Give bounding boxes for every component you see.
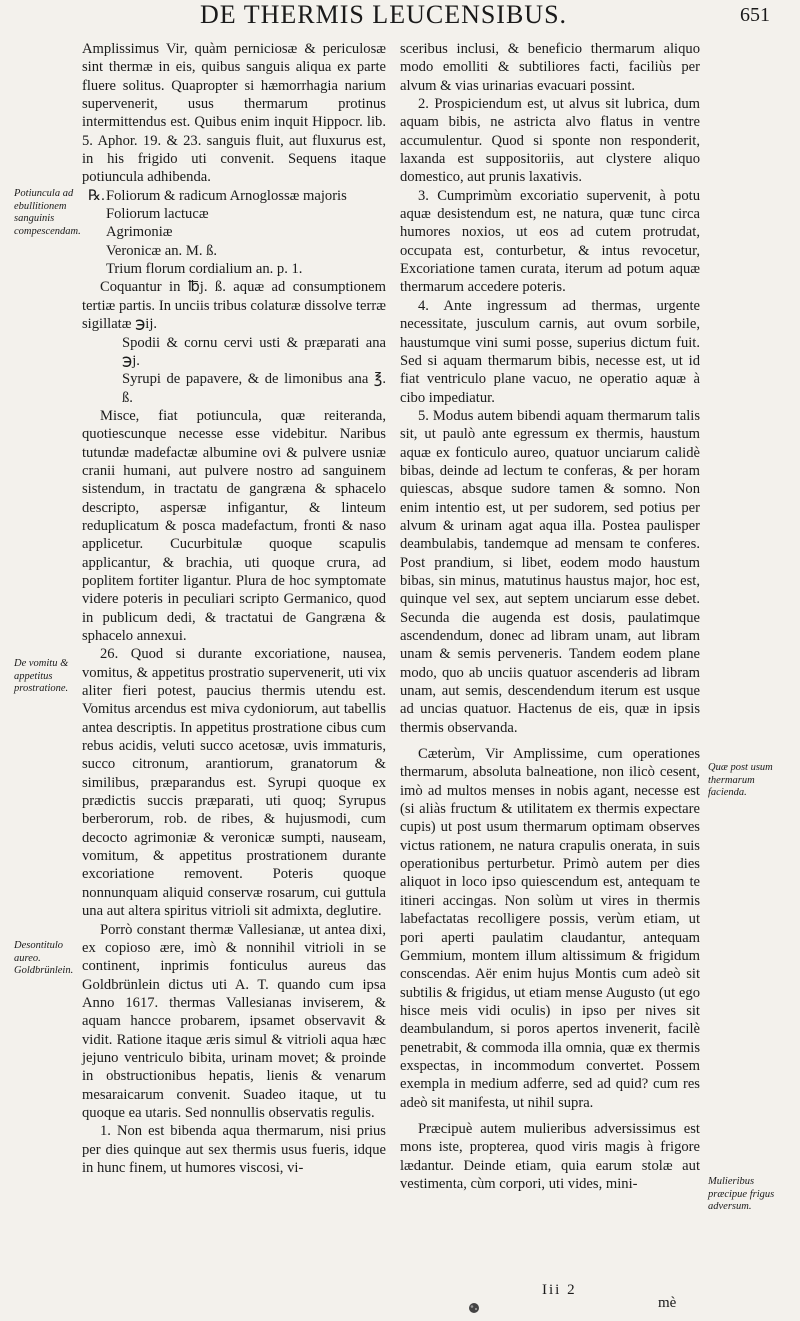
paragraph: Præcipuè autem mulieribus adversissimus est mons iste, propterea, quod viris magis à frigore lædantur. Deinde etiam, quia earum stolæ aut vestimenta, cùm corpori, uti vides, mini- <box>400 1120 700 1192</box>
recipe-line: Trium florum cordialium an. p. 1. <box>106 261 303 278</box>
recipe-line: Spodii & cornu cervi usti & præparati ana ℈j. <box>122 334 386 369</box>
paragraph: Coquantur in ℔j. ß. aquæ ad consumptionem tertiæ partis. In unciis tribus colaturæ dissolve terræ sigillatæ ℈ij. <box>82 279 386 333</box>
paragraph: Amplissimus Vir, quàm perniciosæ & periculosæ sint thermæ in eis, quibus sanguis aliqua ex parte fluere solitus. Quapropter si hæmorrhagia narium supervenerit, usus thermarum protinus intermittendus est. Quibus enim inquit Hippocr. lib. 5. Aphor. 19. & 23. sanguis fluit, aut fluxurus est, in his frigido uti convenit. Sequens itaque potiuncula adhibenda. <box>82 41 386 186</box>
ornament-icon <box>468 1302 480 1314</box>
signature-mark: Iii 2 <box>542 1282 577 1298</box>
paragraph: 3. Cumprimùm excoriatio supervenit, à potu aquæ desistendum est, ne natura, quæ tunc circa humores noxios, ut eos ad cutem protrudat, occupata est, conturbetur, & intus revocetur, Excoriatione tamen curata, iterum ad potum aquæ thermarum accedere poteris. <box>400 187 700 296</box>
margin-note: De vomitu & appetitus prostratione. <box>14 658 69 694</box>
margin-note: Desontitulo aureo. Goldbrünlein. <box>14 940 74 976</box>
paragraph: 2. Prospiciendum est, ut alvus sit lubrica, dum aquam bibis, ne astricta alvo flatus in ventre accumulentur. Quod si sponte non responderit, laxanda est suppositoriis, aut clystere aliquo domestico, aut prunis laxativis. <box>400 96 700 186</box>
margin-note: Quæ post usum thermarum facienda. <box>708 762 773 798</box>
page-number: 651 <box>740 4 770 26</box>
running-title: DE THERMIS LEUCENSIBUS. <box>200 0 568 29</box>
catchword: mè <box>658 1295 677 1311</box>
recipe-symbol: ℞. <box>88 187 105 204</box>
paragraph: Misce, fiat potiuncula, quæ reiteranda, quotiescunque necesse esse videbitur. Naribus tutundæ madefactæ albumine ovi & pulvere usniæ cranii humani, aut pulvere nostro ad sanguinem sistendum, in tractatu de gangræna & sphacelo descripto, aspersæ infigantur, & linteum reduplicatum & posca madefactum, fronti & naso applicetur. Cucurbitulæ quoque scapulis applicantur, & brachia, uti quoque crura, ad poplitem fortiter ligantur. Plura de hoc symptomate videre poteris in peculiari scripto Germanico, quod in publicum dedi, & tractatui de Gangræna & sphacelo annexui. <box>82 407 386 644</box>
paragraph: 1. Non est bibenda aqua thermarum, nisi prius per dies quinque aut sex thermis usus fueris, idque in hunc finem, ut humores viscosi, vi- <box>82 1123 386 1176</box>
paragraph: Porrò constant thermæ Vallesianæ, ut antea dixi, ex copioso ære, imò & nonnihil vitrioli in se continent, inprimis fonticulus aureus das Goldbrünlein dictus uti A. T. quando cum ipsa Anno 1617. thermas Vallesianas inviserem, & aquam hancce probarem, ipsamet observavit & vidit. Ratione itaque æris simul & vitrioli aqua hæc jejuno ventriculo bibita, urinam movet; & proinde in obstructionibus hepatis, lienis & venarum mesaraicarum convenit. Suadeo itaque, ut tu quoque ea utaris. Sed nonnullis observatis regulis. <box>82 921 386 1121</box>
recipe-block <box>82 187 386 279</box>
paragraph: 26. Quod si durante excoriatione, nausea, vomitus, & appetitus prostratio supervenerit, uti vix aliter fieri potest, paucius thermis utendu est. Vomitus arcendus est miva cydoniorum, aut tabellis antea descriptis. In appetitus prostratione cibus cum rebus acidis, veluti succo acetosæ, uvis immaturis, succo citronum, arantiorum, granatorum & similibus, præparandus est. Syrupi quoque ex prædictis succis præparati, uti quoq; Syrupus berberorum, rob. de ribes, & hujusmodi, cum decocto agrimoniæ & veronicæ sumpti, nauseam, vomitum, & appetitus prostrationem durante excoriatione removent. Poteris quoque nonnunquam aliquid conservæ rosarum, cui guttula una aut altera spiritus vitrioli sit admixta, deglutire. <box>82 646 386 920</box>
paragraph: 4. Ante ingressum ad thermas, urgente necessitate, jusculum carnis, aut ovum sorbile, haustumque vini sumi posse, superius dictum fuit. Sed si aquam thermarum bibis, necesse est, ut id fiat ventriculo plane vacuo, ne operatio aquæ à cibo impediatur. <box>400 297 700 406</box>
paragraph: 5. Modus autem bibendi aquam thermarum talis sit, ut paulò ante egressum ex thermis, haustum aquæ ex fonticulo aureo, quatuor unciarum calidè bibas, deinde ad lectum te conferas, & per horam quiescas, absque sudore tamen & somno. Non enim intentio est, ut per sudorem, sed potius per alvum & urinam agat aqua illa. Postea paulisper deambulabis, tandemque ad mensam te conferes. Post prandium, si libet, eodem modo haustum bibas, sin minus, matutinus haustus major, hoc est, quinque vel sex, aut septem unciarum esse debet. Secunda die augenda est dosis, paulatimque ascendendum, donec ad libram unam, aut libram unam & semis perveneris. Tandem eodem plane modo, quo ab unciis quatuor ascenderis ad libram unam, aut semis, descendendum iterum est usque ad uncias quatuor. Hactenus de eis, quæ in ipsis thermis observanda. <box>400 407 700 736</box>
recipe-text: Foliorum & radicum Arnoglossæ majoris <box>106 187 347 204</box>
paragraph: Cæterùm, Vir Amplissime, cum operationes thermarum, absoluta balneatione, non ilicò cesent, imò ad multos menses in nobis agant, necesse est (si aliàs fructum & utilitatem ex thermis expectare cupis) ut post usum thermarum optimam observes victus rationem, ne natura crapulis onerata, in suis operationibus perturbetur. Primò autem per dies aliquot in loco ipso quiescendum est, antequam te itineri accingas. Non solùm ut vires in thermis labefactatas recolligere possis, verùm etiam, ut pori aperti paulatim claudantur, antequam Gemmium, montem illum altissimum & frigidum conscendas. Aër enim hujus Montis cum adeò sit subtilis & frigidus, ut etiam mense Augusto (ut ego hisce meis vidi oculis) in ipso per nives sit deambulandum, si poros apertos invenerit, facilè penetrabit, & commoda illa omnia, quæ ex thermis exspectas, in incommodum convertet. Possem exempla in medium adferre, sed ad quid? cum res adeò sit manifesta, ut nihil supra. <box>400 746 700 1111</box>
left-column <box>82 40 386 1177</box>
recipe-line <box>82 187 386 205</box>
margin-note: Potiuncula ad ebullitionem sanguinis compescendam. <box>14 188 81 237</box>
recipe-line: Agrimoniæ <box>106 224 173 241</box>
margin-note: Mulieribus præcipue frigus adversum. <box>708 1176 775 1212</box>
recipe-line: Foliorum lactucæ <box>106 206 209 223</box>
right-column <box>400 40 700 1193</box>
recipe-line: Veronicæ an. M. ß. <box>106 242 218 259</box>
paragraph: sceribus inclusi, & beneficio thermarum aliquo modo emolliti & subtiliores facti, faciliùs per alvum & vias urinarias evacuari possint. <box>400 41 700 94</box>
recipe-block <box>82 334 386 407</box>
recipe-line: Syrupi de papavere, & de limonibus ana ℥. ß. <box>122 371 386 406</box>
page-header <box>0 0 800 40</box>
